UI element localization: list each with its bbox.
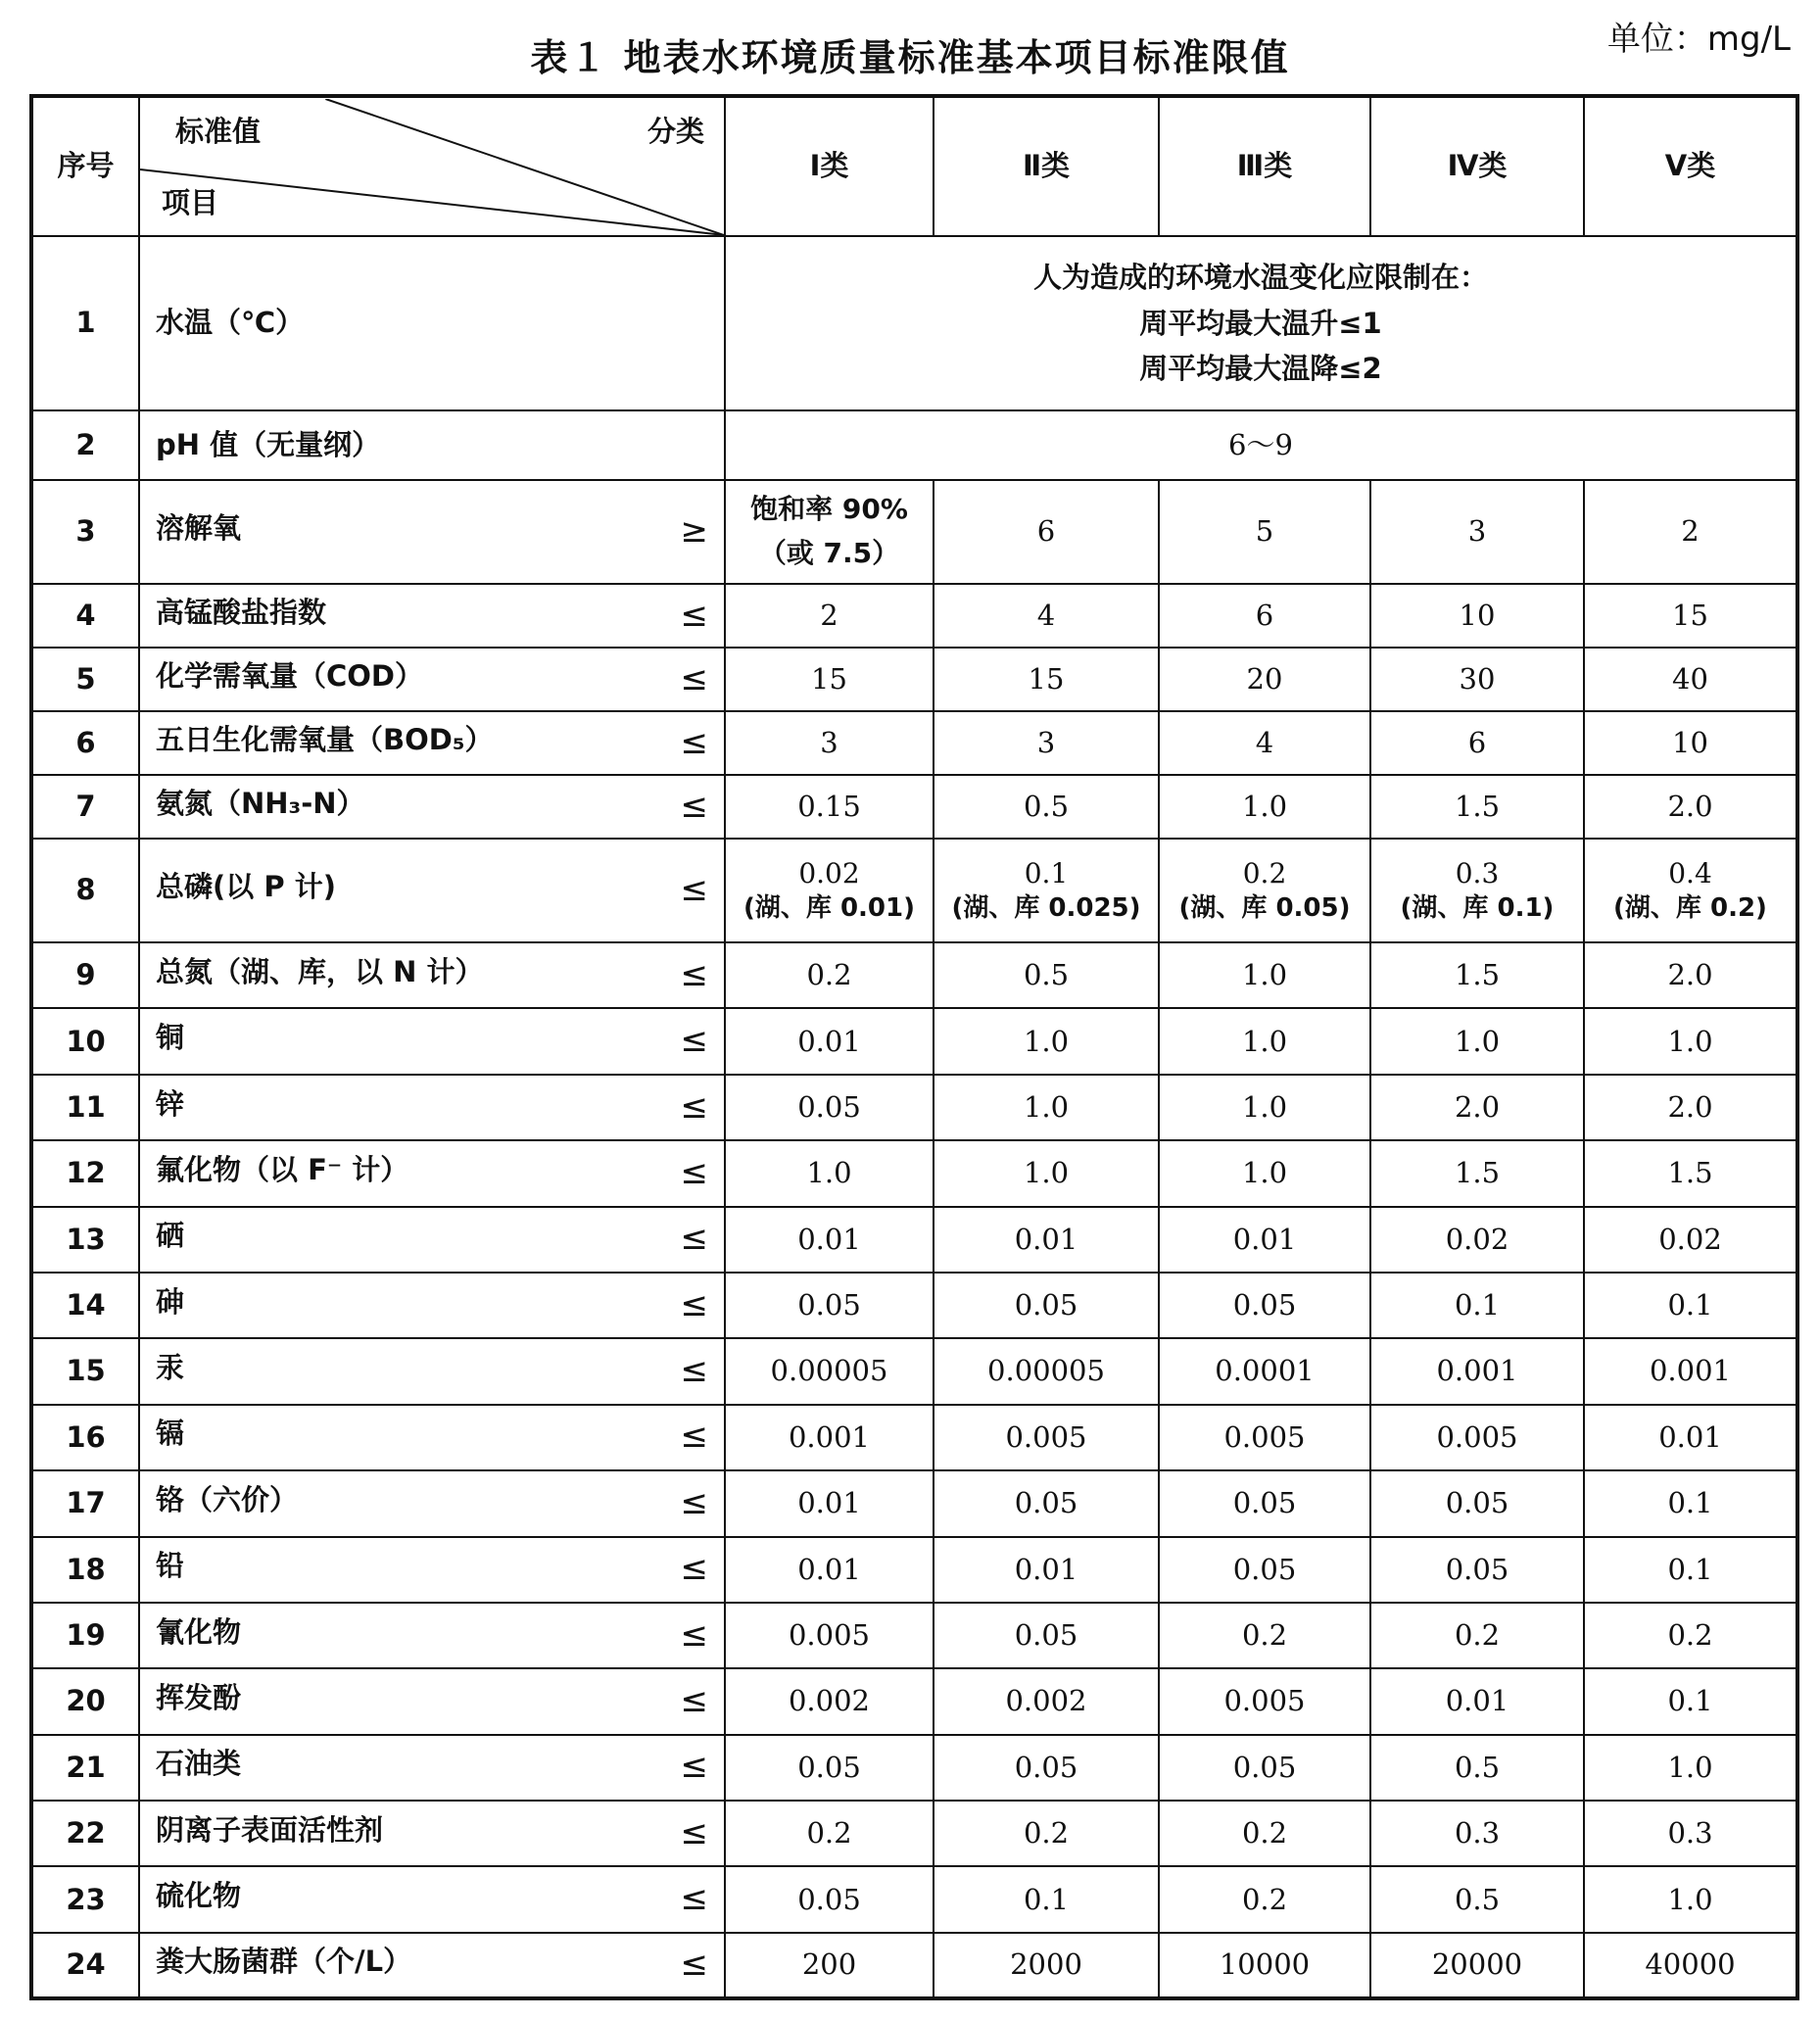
item-name: 化学需氧量（COD） ≤ (139, 648, 725, 711)
operator-symbol: ≤ (680, 870, 708, 910)
value-cell: 0.01 (934, 1207, 1159, 1273)
value-cell: 1.0 (934, 1008, 1159, 1074)
value-cell: 0.1 (1584, 1273, 1797, 1338)
value-cell: 0.002 (934, 1668, 1159, 1734)
value-cell: 1.0 (1584, 1735, 1797, 1801)
value-cell: 0.00005 (934, 1338, 1159, 1404)
value-cell: 0.2 (725, 942, 934, 1008)
value-cell: 饱和率 90% （或 7.5） (725, 480, 934, 584)
table-row (31, 775, 1797, 839)
header-class-2: Ⅱ类 (934, 96, 1159, 236)
value-cell: 40000 (1584, 1933, 1797, 1998)
item-name: 挥发酚 ≤ (139, 1668, 725, 1734)
operator-symbol: ≤ (680, 1879, 708, 1919)
value-cell: 1.0 (1370, 1008, 1584, 1074)
value-cell: 4 (934, 584, 1159, 648)
row-number: 6 (31, 711, 139, 775)
value-cell: 2.0 (1584, 942, 1797, 1008)
header-row (31, 96, 1797, 236)
item-name: 水温（℃） (139, 236, 725, 410)
table-row (31, 1338, 1797, 1404)
header-class-1: Ⅰ类 (725, 96, 934, 236)
table-row (31, 1470, 1797, 1536)
water-temp-line: 周平均最大温升≤1 (1139, 306, 1382, 340)
value-cell: 0.001 (1584, 1338, 1797, 1404)
operator-symbol: ≤ (680, 1747, 708, 1787)
row-number: 21 (31, 1735, 139, 1801)
row-number: 16 (31, 1405, 139, 1470)
header-item: 项目 (162, 186, 219, 220)
value-cell: 1.5 (1370, 775, 1584, 839)
value-cell: 1.0 (934, 1140, 1159, 1206)
value-cell: 0.1 (1584, 1470, 1797, 1536)
value-cell: 0.05 (1159, 1735, 1370, 1801)
value-cell: 2.0 (1370, 1075, 1584, 1140)
table-row (31, 1668, 1797, 1734)
header-category: 分类 (647, 114, 704, 148)
value-cell: 15 (1584, 584, 1797, 648)
value-cell: 0.5 (1370, 1735, 1584, 1801)
operator-symbol: ≤ (680, 1086, 708, 1127)
value-cell: 0.4 (湖、库 0.2) (1584, 839, 1797, 942)
table-row (31, 1140, 1797, 1206)
value-cell: 1.0 (1159, 942, 1370, 1008)
value-cell: 0.02 (湖、库 0.01) (725, 839, 934, 942)
row-number: 3 (31, 480, 139, 584)
value-cell: 0.05 (725, 1735, 934, 1801)
row-number: 5 (31, 648, 139, 711)
header-seq: 序号 (31, 96, 139, 236)
table-row (31, 1537, 1797, 1603)
value-cell: 2.0 (1584, 775, 1797, 839)
operator-symbol: ≤ (680, 1351, 708, 1391)
value-cell: 0.0001 (1159, 1338, 1370, 1404)
table-row (31, 1405, 1797, 1470)
value-cell: 2000 (934, 1933, 1159, 1998)
value-cell: 0.05 (725, 1075, 934, 1140)
value-cell: 0.05 (934, 1273, 1159, 1338)
row-number: 12 (31, 1140, 139, 1206)
operator-symbol: ≤ (680, 1284, 708, 1324)
value-cell: 0.05 (725, 1866, 934, 1932)
value-cell: 0.05 (934, 1470, 1159, 1536)
value-cell: 0.05 (1159, 1537, 1370, 1603)
water-temp-note (725, 236, 1797, 410)
row-number: 10 (31, 1008, 139, 1074)
operator-symbol: ≤ (680, 1681, 708, 1721)
unit-label: 单位：mg/L (1606, 20, 1791, 59)
value-cell: 0.2 (1159, 1603, 1370, 1668)
value-cell: 20000 (1370, 1933, 1584, 1998)
value-cell: 0.005 (934, 1405, 1159, 1470)
value-cell: 0.001 (725, 1405, 934, 1470)
value-cell: 1.0 (1159, 1008, 1370, 1074)
item-name: 石油类 ≤ (139, 1735, 725, 1801)
value-cell: 0.01 (1584, 1405, 1797, 1470)
value-cell: 0.05 (725, 1273, 934, 1338)
item-name: 总磷(以 P 计) ≤ (139, 839, 725, 942)
item-name: 溶解氧 ≥ (139, 480, 725, 584)
row-number: 22 (31, 1801, 139, 1866)
value-cell: 0.5 (934, 775, 1159, 839)
value-cell: 0.05 (1370, 1470, 1584, 1536)
value-cell: 0.05 (1159, 1273, 1370, 1338)
row-number: 20 (31, 1668, 139, 1734)
table-row (31, 1735, 1797, 1801)
value-cell: 1.0 (1159, 1075, 1370, 1140)
value-cell: 0.01 (725, 1207, 934, 1273)
item-name: 粪大肠菌群（个/L） ≤ (139, 1933, 725, 1998)
value-cell: 0.2 (1159, 1866, 1370, 1932)
header-class-5: Ⅴ类 (1584, 96, 1797, 236)
value-cell: 0.00005 (725, 1338, 934, 1404)
value-cell: 5 (1159, 480, 1370, 584)
header-diagonal-cell (139, 96, 725, 236)
row-number: 1 (31, 236, 139, 410)
operator-symbol: ≤ (680, 722, 708, 762)
item-name: 砷 ≤ (139, 1273, 725, 1338)
value-cell: 0.1 (湖、库 0.025) (934, 839, 1159, 942)
value-cell: 0.005 (1159, 1405, 1370, 1470)
item-name: 阴离子表面活性剂 ≤ (139, 1801, 725, 1866)
value-cell: 0.001 (1370, 1338, 1584, 1404)
value-cell: 0.2 (1370, 1603, 1584, 1668)
table-row (31, 410, 1797, 480)
row-number: 7 (31, 775, 139, 839)
item-name: 汞 ≤ (139, 1338, 725, 1404)
value-cell: 20 (1159, 648, 1370, 711)
table-row (31, 1008, 1797, 1074)
value-cell: 0.01 (1370, 1668, 1584, 1734)
table-row (31, 584, 1797, 648)
value-cell: 10000 (1159, 1933, 1370, 1998)
value-cell: 0.05 (934, 1735, 1159, 1801)
operator-symbol: ≤ (680, 595, 708, 635)
table-row (31, 648, 1797, 711)
item-name: 铅 ≤ (139, 1537, 725, 1603)
ph-range: 6～9 (725, 410, 1797, 480)
operator-symbol: ≥ (680, 511, 708, 552)
value-cell: 3 (725, 711, 934, 775)
value-cell: 10 (1584, 711, 1797, 775)
table-row (31, 1075, 1797, 1140)
header-class-4: Ⅳ类 (1370, 96, 1584, 236)
value-cell: 200 (725, 1933, 934, 1998)
value-cell: 1.5 (1370, 1140, 1584, 1206)
value-cell: 40 (1584, 648, 1797, 711)
value-cell: 0.5 (934, 942, 1159, 1008)
water-temp-line: 人为造成的环境水温变化应限制在： (1032, 261, 1488, 295)
value-cell: 1.0 (1159, 775, 1370, 839)
value-cell: 0.2 (1159, 1801, 1370, 1866)
operator-symbol: ≤ (680, 1152, 708, 1192)
value-cell: 1.0 (1584, 1866, 1797, 1932)
value-cell: 2 (1584, 480, 1797, 584)
value-cell: 1.0 (725, 1140, 934, 1206)
operator-symbol: ≤ (680, 1482, 708, 1522)
value-cell: 3 (934, 711, 1159, 775)
item-name: pH 值（无量纲） (139, 410, 725, 480)
item-name: 硒 ≤ (139, 1207, 725, 1273)
row-number: 24 (31, 1933, 139, 1998)
operator-symbol: ≤ (680, 1812, 708, 1852)
value-cell: 30 (1370, 648, 1584, 711)
table-row (31, 1603, 1797, 1668)
value-cell: 3 (1370, 480, 1584, 584)
row-number: 8 (31, 839, 139, 942)
value-cell: 0.1 (1584, 1668, 1797, 1734)
value-cell: 1.0 (1584, 1008, 1797, 1074)
value-cell: 0.005 (1159, 1668, 1370, 1734)
value-cell: 0.005 (1370, 1405, 1584, 1470)
item-name: 硫化物 ≤ (139, 1866, 725, 1932)
value-cell: 0.1 (934, 1866, 1159, 1932)
table-row (31, 236, 1797, 410)
item-name: 镉 ≤ (139, 1405, 725, 1470)
value-cell: 0.05 (1159, 1470, 1370, 1536)
value-cell: 0.2 (725, 1801, 934, 1866)
value-cell: 1.0 (1159, 1140, 1370, 1206)
standards-table (29, 94, 1799, 2000)
table-row (31, 1933, 1797, 1998)
value-cell: 0.15 (725, 775, 934, 839)
item-name: 高锰酸盐指数 ≤ (139, 584, 725, 648)
operator-symbol: ≤ (680, 1021, 708, 1061)
value-cell: 0.002 (725, 1668, 934, 1734)
row-number: 18 (31, 1537, 139, 1603)
operator-symbol: ≤ (680, 1549, 708, 1589)
value-cell: 1.5 (1584, 1140, 1797, 1206)
row-number: 2 (31, 410, 139, 480)
operator-symbol: ≤ (680, 1945, 708, 1985)
operator-symbol: ≤ (680, 1219, 708, 1259)
value-cell: 15 (934, 648, 1159, 711)
value-cell: 0.01 (725, 1537, 934, 1603)
value-cell: 0.1 (1370, 1273, 1584, 1338)
value-cell: 0.01 (725, 1470, 934, 1536)
row-number: 11 (31, 1075, 139, 1140)
value-cell: 0.2 (湖、库 0.05) (1159, 839, 1370, 942)
row-number: 9 (31, 942, 139, 1008)
header-class-3: Ⅲ类 (1159, 96, 1370, 236)
value-cell: 0.3 (1584, 1801, 1797, 1866)
operator-symbol: ≤ (680, 1614, 708, 1655)
row-number: 13 (31, 1207, 139, 1273)
value-cell: 6 (1370, 711, 1584, 775)
item-name: 五日生化需氧量（BOD₅） ≤ (139, 711, 725, 775)
value-cell: 1.5 (1370, 942, 1584, 1008)
item-name: 铜 ≤ (139, 1008, 725, 1074)
row-number: 23 (31, 1866, 139, 1932)
table-title: 表１ 地表水环境质量标准基本项目标准限值 (530, 36, 1290, 79)
operator-symbol: ≤ (680, 786, 708, 826)
value-cell: 1.0 (934, 1075, 1159, 1140)
row-number: 19 (31, 1603, 139, 1668)
value-cell: 0.3 (湖、库 0.1) (1370, 839, 1584, 942)
value-cell: 0.01 (934, 1537, 1159, 1603)
item-name: 氟化物（以 F⁻ 计） ≤ (139, 1140, 725, 1206)
value-cell: 0.1 (1584, 1537, 1797, 1603)
operator-symbol: ≤ (680, 658, 708, 698)
row-number: 14 (31, 1273, 139, 1338)
operator-symbol: ≤ (680, 954, 708, 994)
table-row (31, 1866, 1797, 1932)
row-number: 4 (31, 584, 139, 648)
item-name: 氨氮（NH₃-N） ≤ (139, 775, 725, 839)
table-row (31, 1207, 1797, 1273)
item-name: 总氮（湖、库，以 N 计） ≤ (139, 942, 725, 1008)
item-name: 锌 ≤ (139, 1075, 725, 1140)
header-std-value: 标准值 (175, 114, 262, 148)
value-cell: 0.5 (1370, 1866, 1584, 1932)
table-row (31, 1273, 1797, 1338)
value-cell: 6 (1159, 584, 1370, 648)
value-cell: 2.0 (1584, 1075, 1797, 1140)
value-cell: 0.02 (1370, 1207, 1584, 1273)
value-cell: 10 (1370, 584, 1584, 648)
value-cell: 2 (725, 584, 934, 648)
table-row (31, 480, 1797, 584)
value-cell: 15 (725, 648, 934, 711)
item-name: 铬（六价） ≤ (139, 1470, 725, 1536)
table-row (31, 1801, 1797, 1866)
table-row (31, 942, 1797, 1008)
value-cell: 0.01 (1159, 1207, 1370, 1273)
value-cell: 4 (1159, 711, 1370, 775)
value-cell: 0.005 (725, 1603, 934, 1668)
table-row (31, 839, 1797, 942)
table-row (31, 711, 1797, 775)
value-cell: 0.05 (1370, 1537, 1584, 1603)
operator-symbol: ≤ (680, 1417, 708, 1457)
water-temp-line: 周平均最大温降≤2 (1139, 352, 1382, 386)
value-cell: 0.02 (1584, 1207, 1797, 1273)
value-cell: 6 (934, 480, 1159, 584)
value-cell: 0.2 (1584, 1603, 1797, 1668)
value-cell: 0.2 (934, 1801, 1159, 1866)
value-cell: 0.05 (934, 1603, 1159, 1668)
value-cell: 0.3 (1370, 1801, 1584, 1866)
item-name: 氰化物 ≤ (139, 1603, 725, 1668)
row-number: 17 (31, 1470, 139, 1536)
value-cell: 0.01 (725, 1008, 934, 1074)
row-number: 15 (31, 1338, 139, 1404)
